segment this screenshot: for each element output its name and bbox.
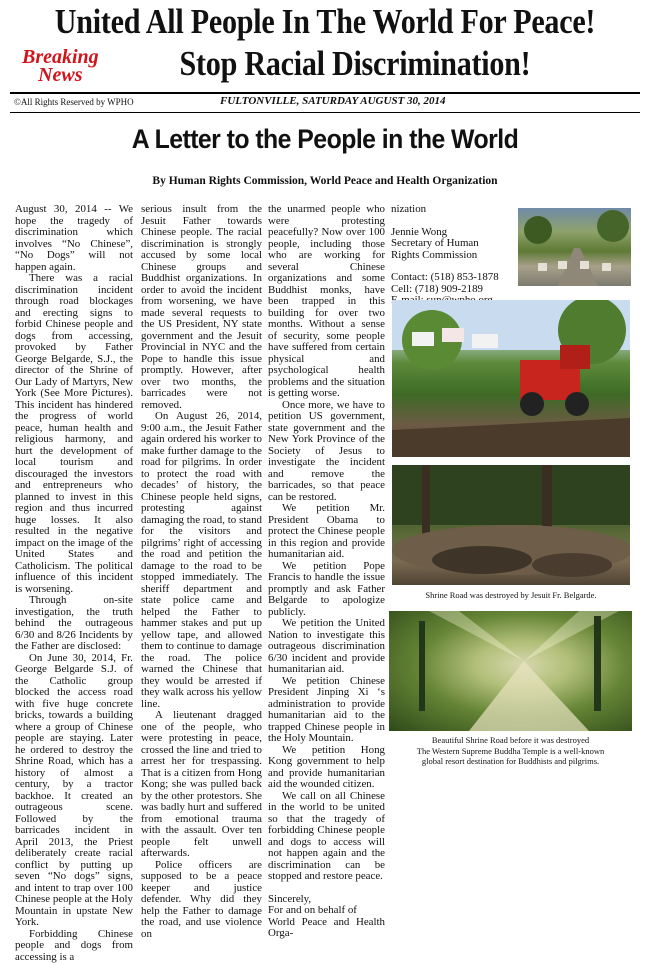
signatory-title: Secretary of Human Rights Commission xyxy=(391,238,509,261)
dateline: FULTONVILLE, SATURDAY AUGUST 30, 2014 xyxy=(220,95,446,107)
paragraph: There was a racial discrimination incident through road blockages and erecting signs to forbid Chinese people and dogs from accessing, provoked by Father George Belgarde, S.J., the director of the Shrine of Our Lady of Martyrs, New York (See More Pictures). This incident has hindered the progress of world peace, human health and religious harmony, and hurt the development of local tourism and discouraged the investors and entrepreneurs who planned to invest in this region and thus incurred huge losses. It also resulted in the negative impact on the image of the United States and Catholicism. The political influence of this incident is worsening. xyxy=(15,273,133,595)
article-column-3 xyxy=(268,204,385,940)
road-barricade-photo xyxy=(518,208,631,286)
photo-caption-destroyed: Shrine Road was destroyed by Jesuit Fr. Belgarde. xyxy=(392,590,630,601)
signoff: For and on behalf of xyxy=(268,905,385,917)
protest-backhoe-photo xyxy=(392,300,630,457)
shrine-road-before-photo xyxy=(389,611,632,731)
masthead-rule-bottom xyxy=(10,112,640,113)
news-word: News xyxy=(22,66,99,84)
signoff: World Peace and Health Orga- xyxy=(268,917,385,940)
destroyed-road-illustration xyxy=(392,465,630,585)
caption-line: global resort destination for Buddhists and pilgrims. xyxy=(389,756,632,767)
article-column-2 xyxy=(141,204,262,940)
paragraph: We petition Pope Francis to handle the issue promptly and ask Father Belgarde to apologize publicly. xyxy=(268,561,385,619)
destroyed-road-photo xyxy=(392,465,630,585)
paragraph: Once more, we have to petition US government, state government and the New York Province of the Society of Jesus to investigate the incident and remove the barricades, so that peace can be restored. xyxy=(268,400,385,504)
breaking-word: Breaking xyxy=(22,48,99,66)
contact-cell: Cell: (718) 909-2189 xyxy=(391,284,509,296)
signoff: nization xyxy=(391,204,509,216)
paragraph: We petition the United Nation to investigate this outrageous discrimination 6/30 incident and provide humanitarian aid. xyxy=(268,618,385,676)
breaking-news-badge xyxy=(22,48,99,84)
contact-phone: Contact: (518) 853-1878 xyxy=(391,272,509,284)
headline-line-1: United All People In The World For Peace! xyxy=(46,2,605,42)
paragraph: Through on-site investigation, the truth behind the outrageous 6/30 and 8/26 Incidents by the Father are disclosed: xyxy=(15,595,133,653)
masthead-rule-top xyxy=(10,92,640,94)
article-column-4 xyxy=(391,204,509,307)
paragraph: On June 30, 2014, Fr. George Belgarde S.J. of the Catholic group blocked the access road with five huge concrete bricks, towards a building where a group of Chinese people are staying. Later he ordered to destroy the Shrine Road, which has a history of almost a century, by a tractor backhoe. It created an outrageous scene. Followed by the barricades incident in April 2013, the Priest deliberately create racial conflict by putting up seven “No dogs” signs, and intent to trap over 100 Chinese people at the Holy Mountain in upstate New York. xyxy=(15,653,133,929)
photo-caption-before xyxy=(389,735,632,767)
paragraph: August 30, 2014 -- We hope the tragedy of discrimination which involves “No Chinese”, “No Dogs” will not happen again. xyxy=(15,204,133,273)
paragraph: the unarmed people who were protesting peacefully? Now over 100 people, including those who are working for several Chinese organizations and some Buddhist monks, have been trapped in this building for over two months. Without a sense of security, some people have suffered from certain physical and psychological health problems and the situation is getting worse. xyxy=(268,204,385,400)
shrine-road-before-illustration xyxy=(389,611,632,731)
paragraph: Police officers are supposed to be a peace keeper and justice defender. Why did they help the Father to damage the road, and use violence on xyxy=(141,860,262,941)
protest-backhoe-illustration xyxy=(392,300,630,457)
article-title: A Letter to the People in the World xyxy=(26,124,624,155)
paragraph: On August 26, 2014, 9:00 a.m., the Jesuit Father again ordered his worker to make further damage to the road for pilgrims. In order to protect the road with decades’ of history, the Chinese people held signs, protesting against damaging the road, to stand for the visitors and pilgrims’ right of accessing the road and petition the damage to the road to be stopped immediately. The sheriff department and state police came and helped the Father to hammer stakes and put up yellow tape, and allowed them to continue to damage the road. The police warned the Chinese that they would be arrested if they walk across his yellow line. xyxy=(141,411,262,710)
paragraph: We petition Mr. President Obama to protect the Chinese people in this region and provide humanitarian aid. xyxy=(268,503,385,561)
road-barricade-illustration xyxy=(518,208,631,286)
caption-line: Beautiful Shrine Road before it was destroyed xyxy=(389,735,632,746)
paragraph: Forbidding Chinese people and dogs from accessing is a xyxy=(15,929,133,963)
signatory-name: Jennie Wong xyxy=(391,227,509,239)
signoff: Sincerely, xyxy=(268,894,385,906)
paragraph: We call on all Chinese in the world to be united so that the tragedy of forbidding Chinese people and dogs to access will not happen again and the discrimination can be stopped and restore peace. xyxy=(268,791,385,883)
paragraph: serious insult from the Jesuit Father towards Chinese people. The racial discrimination is strongly accused by some local Chinese groups and Buddhist organizations. In order to avoid the incident from worsening, we have made several requests to the US President, NY state government and the Jesuit Provincial in NYC and the Pope to handle this issue promptly. However, after over two months, the barricades were not removed. xyxy=(141,204,262,411)
paragraph: We petition Chinese President Jinping Xi ‘s administration to provide humanitarian aid to the trapped Chinese people in the Holy Mountain. xyxy=(268,676,385,745)
article-column-1 xyxy=(15,204,133,963)
paragraph: A lieutenant dragged one of the people, who were protesting in peace, crossed the line and tried to arrest her for trespassing. That is a citizen from Hong Kong; she was pulled back by the other protestors. She was badly hurt and suffered from emotional trauma with the assault. Over ten people felt unwell afterwards. xyxy=(141,710,262,860)
paragraph: We petition Hong Kong government to help and provide humanitarian aid the wounded citizen. xyxy=(268,745,385,791)
caption-line: The Western Supreme Buddha Temple is a well-known xyxy=(389,746,632,757)
article-byline: By Human Rights Commission, World Peace and Health Organization xyxy=(0,175,650,187)
headline-line-2: Stop Racial Discrimination! xyxy=(101,44,608,84)
rights-notice: ©All Rights Reserved by WPHO xyxy=(14,97,134,107)
